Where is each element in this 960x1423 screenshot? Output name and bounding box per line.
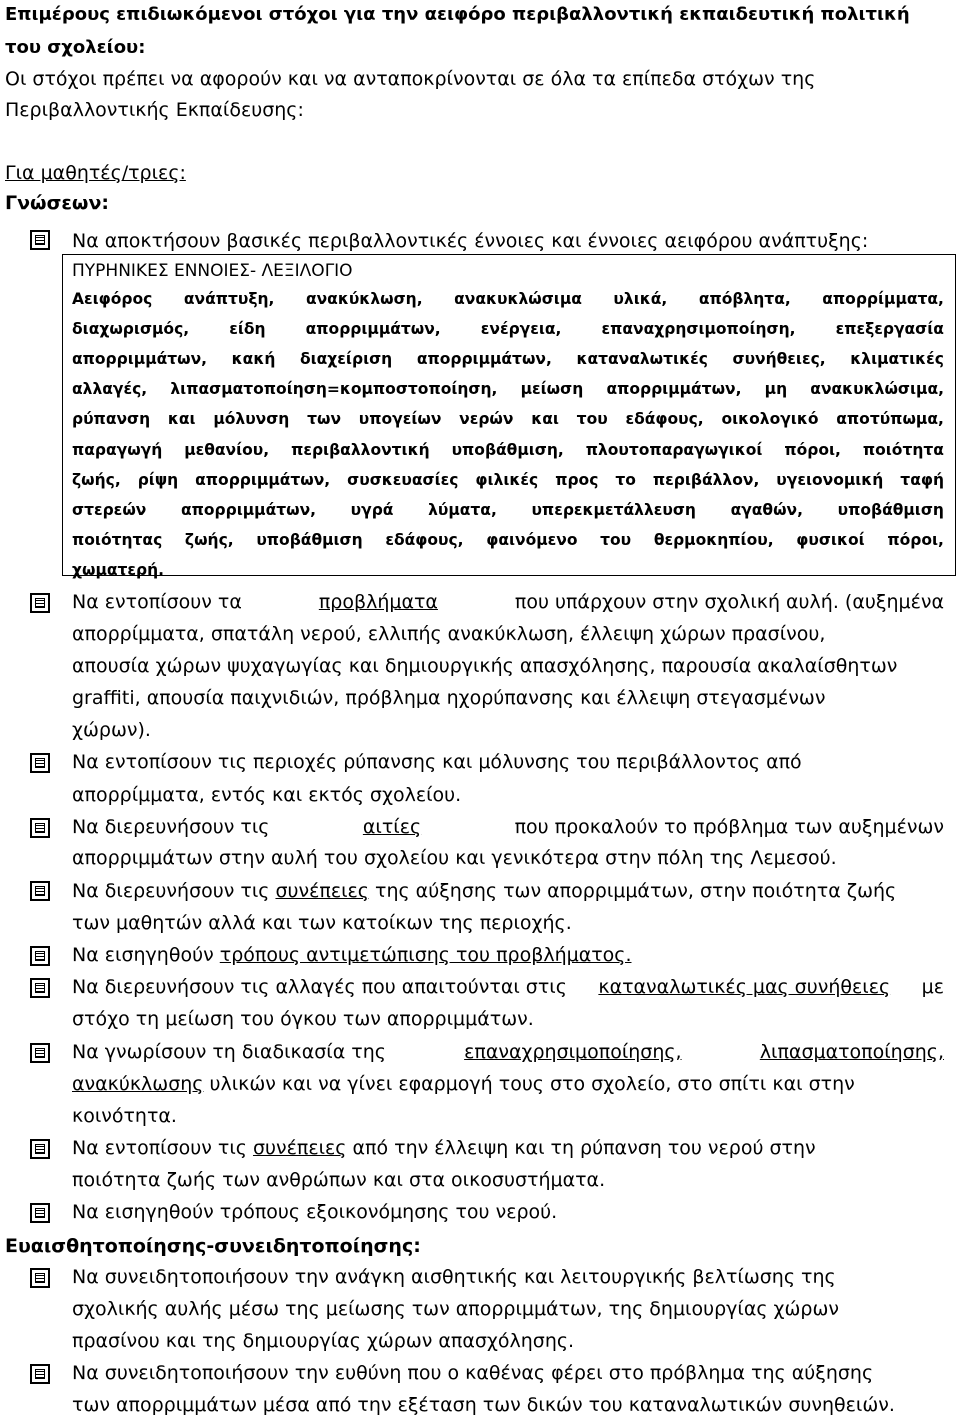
concept-word: παραγωγή xyxy=(72,440,163,459)
concept-word: ζωής, xyxy=(184,530,234,549)
item-text: Να εισηγηθούν xyxy=(72,944,214,966)
knowledge-item-2-line3: απουσία χώρων ψυχαγωγίας και δημιουργικής απασχόλησης, παρουσία ακαλαίσθητων xyxy=(72,655,898,677)
concept-word: κλιματικές xyxy=(850,350,944,369)
knowledge-item-2-line1 xyxy=(72,593,944,612)
core-concepts-line xyxy=(72,530,944,549)
concept-word: ποιότητας xyxy=(72,530,163,549)
concept-word: προς xyxy=(555,470,599,489)
concept-word: των xyxy=(307,410,342,429)
knowledge-heading: Γνώσεων: xyxy=(5,192,109,214)
concept-word: απορριμμάτων, xyxy=(180,500,317,519)
knowledge-item-7-line1 xyxy=(72,978,944,997)
concept-word: αλλαγές, xyxy=(72,380,148,399)
concept-word: ποιότητα xyxy=(862,440,944,459)
underlined-term: επαναχρησιμοποίησης, xyxy=(464,1041,682,1063)
knowledge-item-9-line1 xyxy=(72,1139,944,1158)
concept-word: κακή xyxy=(231,350,276,369)
concept-word: επεξεργασία xyxy=(835,320,944,339)
concept-word: ανακυκλώσιμα xyxy=(454,290,582,308)
bullet-icon xyxy=(30,978,50,998)
concept-word: περιβαλλοντική xyxy=(291,440,430,459)
concept-word: είδη xyxy=(229,320,266,339)
knowledge-item-4-line2: απορριμμάτων στην αυλή του σχολείου και γενικότερα στην πόλη της Λεμεσού. xyxy=(72,847,837,869)
concept-word: του xyxy=(600,530,632,549)
concept-word: του xyxy=(576,410,608,429)
concept-word: μη xyxy=(764,380,788,399)
intro-line1: Οι στόχοι πρέπει να αφορούν και να ανταποκρίνονται σε όλα τα επίπεδα στόχων της xyxy=(5,68,816,90)
knowledge-item-5-line1 xyxy=(72,882,944,901)
concept-word: ζωής, xyxy=(72,470,121,489)
concept-word: λιπασματοποίηση=κομποστοποίηση, xyxy=(170,380,498,399)
knowledge-item-8-line2 xyxy=(72,1075,944,1094)
concept-word: οικολογικό xyxy=(721,410,819,429)
concept-word: μείωση xyxy=(520,380,584,399)
concept-word: διαχωρισμός, xyxy=(72,320,190,339)
core-concepts-title: ΠΥΡΗΝΙΚΕΣ ΕΝΝΟΙΕΣ- ΛΕΞΙΛΟΓΙΟ xyxy=(72,261,353,281)
core-concepts-line xyxy=(72,412,944,428)
core-concepts-line xyxy=(72,470,944,489)
concept-word: φυσικοί xyxy=(796,530,865,549)
concept-word: φαινόμενο xyxy=(486,530,578,549)
bullet-icon xyxy=(30,818,50,838)
concept-word: περιβάλλον, xyxy=(652,470,760,489)
bullet-icon xyxy=(30,1364,50,1384)
bullet-icon xyxy=(30,230,50,250)
awareness-heading: Ευαισθητοποίησης-συνειδητοποίησης: xyxy=(5,1235,421,1257)
item-text: της αύξησης των απορριμμάτων, στην ποιότητα ζωής xyxy=(375,880,897,902)
underlined-term: τρόπους αντιμετώπισης του προβλήματος. xyxy=(219,944,632,966)
knowledge-item-8-line3: κοινότητα. xyxy=(72,1105,177,1127)
concept-word: απορριμμάτων, xyxy=(72,350,208,369)
awareness-item-1-line2: σχολικής αυλής μέσω της μείωσης των απορριμμάτων, της δημιουργίας χώρων xyxy=(72,1298,840,1320)
item-text: Να διερευνήσουν τις xyxy=(72,816,270,838)
concept-word: συνήθειες, xyxy=(732,350,826,369)
concept-word: φιλικές xyxy=(475,470,539,489)
concept-word: υγειονομική xyxy=(776,470,884,489)
concept-word: μεθανίου, xyxy=(184,440,270,459)
concept-word: ανακύκλωση, xyxy=(305,290,423,308)
concept-word: υποβάθμιση xyxy=(837,500,944,519)
knowledge-item-3-line1: Να εντοπίσουν τις περιοχές ρύπανσης και μόλυνσης του περιβάλλοντος από xyxy=(72,751,802,773)
underlined-term: ανακύκλωσης xyxy=(72,1073,204,1095)
concept-word: υποβάθμιση xyxy=(256,530,363,549)
bullet-icon xyxy=(30,753,50,773)
underlined-term: συνέπειες xyxy=(275,880,369,902)
awareness-item-2-line2: των απορριμμάτων μέσα από την εξέταση των δικών του καταναλωτικών συνηθειών. xyxy=(72,1394,895,1416)
concept-word: απορριμμάτων, xyxy=(305,320,441,339)
concept-word: απορριμμάτων, xyxy=(606,380,742,399)
underlined-term: προβλήματα xyxy=(318,591,438,613)
concept-word: συσκευασίες xyxy=(347,470,459,489)
bullet-icon xyxy=(30,946,50,966)
bullet-icon xyxy=(30,1268,50,1288)
knowledge-item-2-line5: χώρων). xyxy=(72,719,151,741)
concept-word: μόλυνση xyxy=(213,410,290,429)
concept-word: Αειφόρος xyxy=(72,290,153,308)
audience-heading: Για μαθητές/τριες: xyxy=(5,162,186,184)
item-text: Να διερευνήσουν τις xyxy=(72,880,270,902)
awareness-item-2-line1: Να συνειδητοποιήσουν την ευθύνη που ο καθένας φέρει στο πρόβλημα της αύξησης xyxy=(72,1362,874,1384)
bullet-icon xyxy=(30,1043,50,1063)
knowledge-item-3-line2: απορρίμματα, εντός και εκτός σχολείου. xyxy=(72,784,462,806)
bullet-icon xyxy=(30,881,50,901)
concept-word: υγρά xyxy=(350,500,394,519)
knowledge-item-5-line2: των μαθητών αλλά και των κατοίκων της περιοχής. xyxy=(72,912,572,934)
concept-word: ταφή xyxy=(900,470,944,489)
knowledge-item-2-line4: graffiti, απουσία παιχνιδιών, πρόβλημα ηχορύπανσης και έλλειψη στεγασμένων xyxy=(72,687,826,709)
concept-word: υλικά, xyxy=(613,290,668,308)
knowledge-item-10: Να εισηγηθούν τρόπους εξοικονόμησης του νερού. xyxy=(72,1201,558,1223)
core-concepts-line xyxy=(72,500,944,519)
concept-word: νερών xyxy=(459,410,514,429)
knowledge-item-6 xyxy=(72,946,944,965)
concept-word: λύματα, xyxy=(428,500,497,519)
concept-word: πλουτοπαραγωγικοί xyxy=(585,440,763,459)
core-concepts-line xyxy=(72,352,944,368)
item-text: υλικών και να γίνει εφαρμογή τους στο σχολείο, στο σπίτι και στην xyxy=(209,1073,855,1095)
item-text: από την έλλειψη και τη ρύπανση του νερού στην xyxy=(352,1137,816,1159)
page-title-line2: του σχολείου: xyxy=(5,37,146,58)
concept-word: απορρίμματα, xyxy=(822,290,944,308)
concept-word: ρύπανση xyxy=(72,410,151,429)
concept-word: αγαθών, xyxy=(730,500,803,519)
awareness-item-1-line1: Να συνειδητοποιήσουν την ανάγκη αισθητικής και λειτουργικής βελτίωσης της xyxy=(72,1266,836,1288)
awareness-item-1-line3: πρασίνου και της δημιουργίας χώρων απασχόλησης. xyxy=(72,1330,575,1352)
concept-word: υπερεκμετάλλευση xyxy=(531,500,696,519)
intro-line2: Περιβαλλοντικής Εκπαίδευσης: xyxy=(5,99,304,121)
bullet-icon xyxy=(30,593,50,613)
concept-word: εδάφους, xyxy=(625,410,704,429)
concept-word: απόβλητα, xyxy=(698,290,791,308)
concept-word: επαναχρησιμοποίηση, xyxy=(601,320,796,339)
concept-word: εδάφους, xyxy=(385,530,464,549)
concept-word: πόροι, xyxy=(784,440,841,459)
underlined-term: συνέπειες xyxy=(252,1137,347,1159)
concept-word: απορριμμάτων, xyxy=(195,470,331,489)
concept-word: και xyxy=(167,410,196,429)
concept-word: υπογείων xyxy=(358,410,442,429)
concept-word: διαχείριση xyxy=(299,350,393,369)
knowledge-item-9-line2: ποιότητα ζωής των ανθρώπων και στα οικοσυστήματα. xyxy=(72,1169,606,1191)
underlined-term: καταναλωτικές μας συνήθειες xyxy=(598,976,891,998)
knowledge-item-1: Να αποκτήσουν βασικές περιβαλλοντικές έννοιες και έννοιες αειφόρου ανάπτυξης: xyxy=(72,230,869,252)
item-text: που προκαλούν το πρόβλημα των αυξημένων xyxy=(514,816,944,838)
knowledge-item-7-line2: στόχο τη μείωση του όγκου των απορριμμάτων. xyxy=(72,1008,534,1030)
page-title-line1: Επιμέρους επιδιωκόμενοι στόχοι για την αειφόρο περιβαλλοντική εκπαιδευτική πολιτική xyxy=(5,4,910,25)
concept-word: ανακυκλώσιμα, xyxy=(810,380,944,399)
core-concepts-line xyxy=(72,440,944,459)
concept-word: απορριμμάτων, xyxy=(416,350,552,369)
item-text: με xyxy=(921,976,944,998)
concept-word: στερεών xyxy=(72,500,147,519)
item-text: Να διερευνήσουν τις αλλαγές που απαιτούνται στις xyxy=(72,976,567,998)
underlined-term: λιπασματοποίησης, xyxy=(759,1041,944,1063)
core-concepts-line xyxy=(72,292,944,308)
core-concepts-last-line: χωματερή. xyxy=(72,561,165,579)
concept-word: ανάπτυξη, xyxy=(183,290,275,308)
concept-word: ρίψη xyxy=(137,470,179,489)
bullet-icon xyxy=(30,1203,50,1223)
concept-word: αποτύπωμα, xyxy=(836,410,944,429)
item-text: Να γνωρίσουν τη διαδικασία της xyxy=(72,1041,386,1063)
concept-word: θερμοκηπίου, xyxy=(653,530,774,549)
knowledge-item-2-line2: απορρίμματα, σπατάλη νερού, ελλιπής ανακύκλωση, έλλειψη χώρων πρασίνου, xyxy=(72,623,826,645)
concept-word: πόροι, xyxy=(887,530,944,549)
bullet-icon xyxy=(30,1139,50,1159)
knowledge-item-8-line1 xyxy=(72,1043,944,1062)
concept-word: υποβάθμιση, xyxy=(451,440,564,459)
knowledge-item-4-line1 xyxy=(72,818,944,837)
concept-word: καταναλωτικές xyxy=(576,350,708,369)
concept-word: ενέργεια, xyxy=(480,320,562,339)
item-text: Να εντοπίσουν τα xyxy=(72,591,242,613)
item-text: Να εντοπίσουν τις xyxy=(72,1137,247,1159)
item-text: που υπάρχουν στην σχολική αυλή. (αυξημένα xyxy=(514,591,944,613)
core-concepts-line xyxy=(72,322,944,338)
core-concepts-line xyxy=(72,382,944,398)
concept-word: το xyxy=(615,470,636,489)
concept-word: και xyxy=(531,410,559,429)
underlined-term: αιτίες xyxy=(362,816,422,838)
